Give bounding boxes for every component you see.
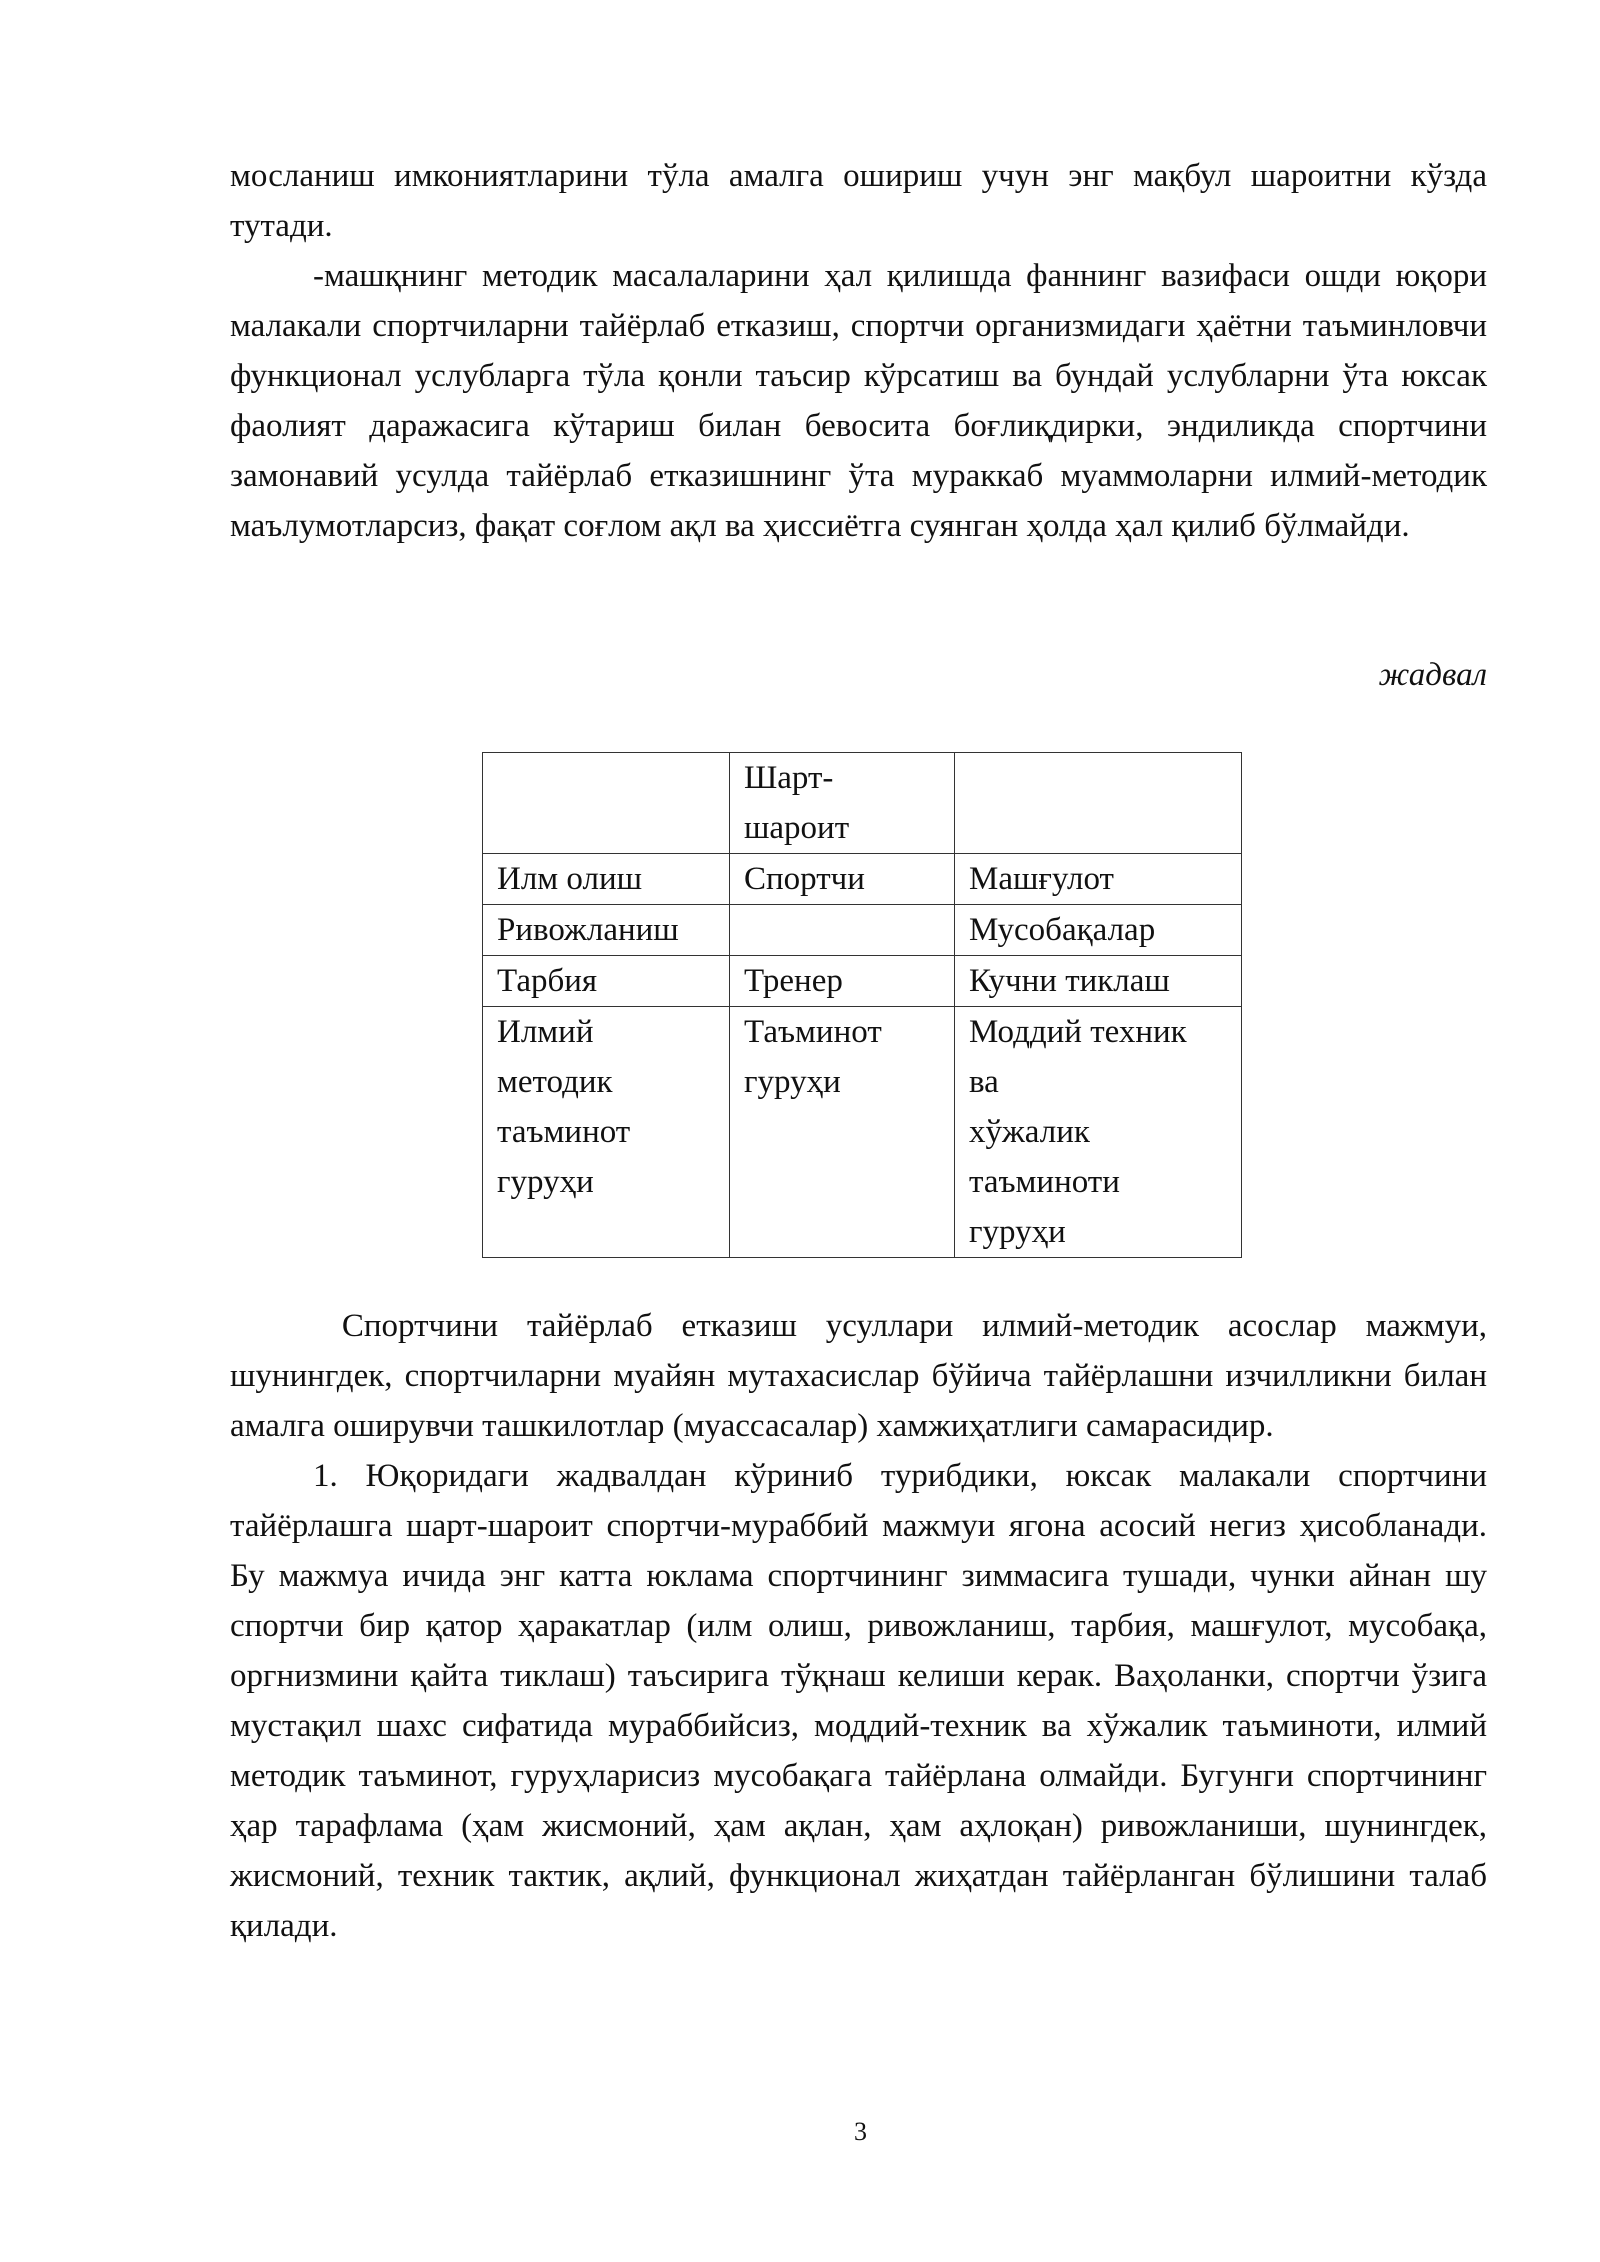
paragraph-methods: Спортчини тайёрлаб етказиш усуллари илмий-методик асослар мажмуи, шунингдек, спортчиларни муайян мутахасислар бўйича тайёрлашни изчилликни билан амалга оширувчи ташкилотлар (муассасалар) хамжиҳатлиги самарасидир. xyxy=(230,1308,1496,1444)
cell-text: Машғулот xyxy=(969,861,1114,897)
table-cell xyxy=(730,753,955,854)
cell-text: Илмий методик таъминот гуруҳи xyxy=(497,1014,631,1200)
table-cell xyxy=(730,854,955,905)
table-cell xyxy=(483,905,730,956)
table-cell xyxy=(955,956,1242,1007)
cell-text: Мусобақалар xyxy=(969,912,1156,948)
conclusion-text xyxy=(230,1301,1496,1951)
intro-text xyxy=(230,151,1487,551)
table-cell xyxy=(730,905,955,956)
cell-text: Ривожланиш xyxy=(497,912,679,948)
table-cell xyxy=(955,905,1242,956)
table-cell xyxy=(730,956,955,1007)
table-cell xyxy=(955,854,1242,905)
paragraph-continuation: мосланиш имкониятларини тўла амалга ошириш учун энг мақбул шароитни кўзда тутади. xyxy=(230,158,1487,244)
structure-table xyxy=(482,752,1242,1258)
table-row xyxy=(483,956,1242,1007)
cell-text: Спортчи xyxy=(744,861,865,897)
cell-text: Шарт- шароит xyxy=(744,760,850,846)
table-row xyxy=(483,905,1242,956)
table-cell xyxy=(483,956,730,1007)
table-row xyxy=(483,854,1242,905)
cell-text: Таъминот гуруҳи xyxy=(744,1014,882,1100)
cell-text: Илм олиш xyxy=(497,861,643,897)
table-cell xyxy=(955,1007,1242,1258)
table-row xyxy=(483,753,1242,854)
cell-text: Тарбия xyxy=(497,963,598,999)
cell-text: Моддий техник ва хўжалик таъминоти гуруҳи xyxy=(969,1014,1187,1250)
cell-text: Тренер xyxy=(744,963,843,999)
table-cell xyxy=(483,854,730,905)
cell-text: Кучни тиклаш xyxy=(969,963,1170,999)
table-cell xyxy=(955,753,1242,854)
table-row xyxy=(483,1007,1242,1258)
table-caption: жадвал xyxy=(1378,657,1487,693)
paragraph-methodology: -машқнинг методик масалаларини ҳал қилишда фаннинг вазифаси ошди юқори малакали спортчиларни тайёрлаб етказиш, спортчи организмидаги ҳаётни таъминловчи функционал услубларга тўла қонли таъсир кўрсатиш ва бундай услубларни ўта юксак фаолият даражасига кўтариш билан бевосита боғлиқдирки, эндиликда спортчини замонавий усулда тайёрлаб етказишнинг ўта мураккаб муаммоларни илмий-методик маълумотларсиз, фақат соғлом ақл ва ҳиссиётга суянган ҳолда ҳал қилиб бўлмайди. xyxy=(230,258,1487,544)
paragraph-numbered-1: 1. Юқоридаги жадвалдан кўриниб турибдики, юксак малакали спортчини тайёрлашга шарт-шароит спортчи-мураббий мажмуи ягона асосий негиз ҳисобланади. Бу мажмуа ичида энг катта юклама спортчининг зиммасига тушади, чунки айнан шу спортчи бир қатор ҳаракатлар (илм олиш, ривожланиш, тарбия, машғулот, мусобақа, оргнизмини қайта тиклаш) таъсирига тўқнаш келиши керак. Ваҳоланки, спортчи ўзига мустақил шахс сифатида мураббийсиз, моддий-техник ва хўжалик таъминоти, илмий методик таъминот, гуруҳларисиз мусобақага тайёрлана олмайди. Бугунги спортчининг ҳар тарафлама (ҳам жисмоний, ҳам ақлан, ҳам аҳлоқан) ривожланиши, шунингдек, жисмоний, техник тактик, ақлий, функционал жиҳатдан тайёрланган бўлишини талаб қилади. xyxy=(230,1458,1487,1944)
table-cell xyxy=(483,1007,730,1258)
table-cell xyxy=(483,753,730,854)
page-number: 3 xyxy=(854,2117,867,2146)
table-cell xyxy=(730,1007,955,1258)
